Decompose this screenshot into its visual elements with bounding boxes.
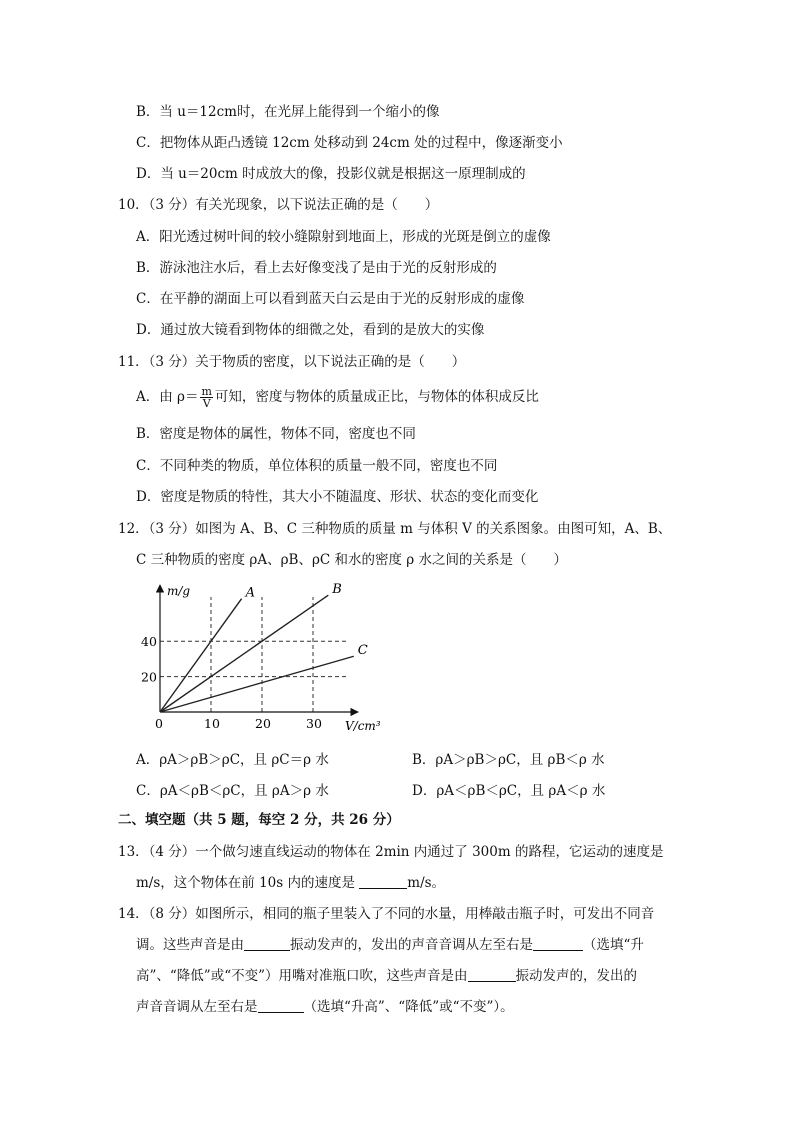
q14-blank-3[interactable] xyxy=(468,967,516,982)
q11-option-c: C．不同种类的物质，单位体积的质量一般不同，密度也不同 xyxy=(136,458,498,474)
series-lines xyxy=(160,582,368,712)
series-label-a: A xyxy=(245,585,255,601)
fraction-numerator: m xyxy=(201,385,212,398)
x-axis-label: V/cm³ xyxy=(345,719,381,733)
q14-l4-a: 声音音调从左至右是 xyxy=(136,999,258,1015)
q13-l2-a: m/s，这个物体在前 10s 内的速度是 xyxy=(136,875,355,891)
q12-option-a: A．ρA＞ρB＞ρC，且 ρC＝ρ 水 xyxy=(136,752,329,768)
q10-stem: 10．（3 分）有关光现象，以下说法正确的是（ ） xyxy=(118,197,439,213)
q11-option-d: D．密度是物质的特性，其大小不随温度、形状、状态的变化而变化 xyxy=(136,489,539,505)
q10-option-d: D．通过放大镜看到物体的细微之处，看到的是放大的实像 xyxy=(136,322,485,338)
mass-volume-chart xyxy=(140,580,400,740)
q14-l3-b: 振动发声的，发出的 xyxy=(515,968,638,984)
q12-option-d: D．ρA＜ρB＜ρC，且 ρA＜ρ 水 xyxy=(412,783,606,799)
q9-option-c: C．把物体从距凸透镜 12cm 处移动到 24cm 处的过程中，像逐渐变小 xyxy=(136,135,563,151)
q14-line2 xyxy=(136,935,644,955)
q11-a-prefix: A．由 ρ＝ xyxy=(136,389,199,405)
tick-labels xyxy=(141,634,322,731)
q14-l2-b: 振动发声的，发出的声音音调从左至右是 xyxy=(290,937,533,953)
q11-option-a xyxy=(136,385,539,409)
q14-l3-a: 高”、“降低”或“不变”）用嘴对准瓶口吹，这些声音是由 xyxy=(136,968,468,984)
series-line-b xyxy=(160,595,328,712)
x-tick-0: 0 xyxy=(155,716,163,731)
q11-a-suffix: 可知，密度与物体的质量成正比，与物体的体积成反比 xyxy=(214,389,539,405)
q10-option-b: B．游泳池注水后，看上去好像变浅了是由于光的反射形成的 xyxy=(136,260,497,276)
x-tick-20: 20 xyxy=(255,716,271,731)
y-tick-20: 20 xyxy=(141,669,157,685)
q13-line1: 13．（4 分）一个做匀速直线运动的物体在 2min 内通过了 300m 的路程，它运动的速度是 xyxy=(118,844,664,860)
density-fraction xyxy=(200,386,212,409)
dashed-guides xyxy=(160,597,346,712)
q12-stem-line2: C 三种物质的密度 ρA、ρB、ρC 和水的密度 ρ 水之间的关系是（ ） xyxy=(136,552,568,568)
q14-blank-4[interactable] xyxy=(258,998,304,1013)
q10-option-c: C．在平静的湖面上可以看到蓝天白云是由于光的反射形成的虚像 xyxy=(136,291,525,307)
q13-answer-blank[interactable] xyxy=(359,874,407,889)
q14-blank-2[interactable] xyxy=(533,936,583,951)
q12-option-c: C．ρA＜ρB＜ρC，且 ρA＞ρ 水 xyxy=(136,783,329,799)
axes xyxy=(160,585,358,712)
series-label-b: B xyxy=(332,582,342,598)
q14-line4 xyxy=(136,997,514,1017)
q14-l2-c: （选填“升 xyxy=(583,937,644,953)
q14-line1: 14．（8 分）如图所示，相同的瓶子里装入了不同的水量，用棒敲击瓶子时，可发出不同音 xyxy=(118,906,655,922)
q13-line2 xyxy=(136,873,445,893)
x-tick-10: 10 xyxy=(204,716,220,731)
y-axis-label: m/g xyxy=(167,584,191,598)
q12-option-b: B．ρA＞ρB＞ρC，且 ρB＜ρ 水 xyxy=(412,752,605,768)
q11-stem: 11．（3 分）关于物质的密度，以下说法正确的是（ ） xyxy=(118,354,466,370)
q10-option-a: A．阳光透过树叶间的较小缝隙射到地面上，形成的光斑是倒立的虚像 xyxy=(136,229,551,245)
x-tick-30: 30 xyxy=(306,716,322,731)
q9-option-b: B．当 u＝12cm时，在光屏上能得到一个缩小的像 xyxy=(136,104,440,120)
q14-l2-a: 调。这些声音是由 xyxy=(136,937,244,953)
q11-option-b: B．密度是物体的属性，物体不同，密度也不同 xyxy=(136,426,416,442)
section-title-fill-in: 二、填空题（共 5 题，每空 2 分，共 26 分） xyxy=(118,812,400,828)
fraction-denominator: V xyxy=(202,397,211,410)
q14-l4-b: （选填“升高”、“降低”或“不变”）。 xyxy=(303,999,514,1015)
q12-stem-line1: 12．（3 分）如图为 A、B、C 三种物质的质量 m 与体积 V 的关系图象。由图可知，A、B、 xyxy=(118,521,672,537)
y-tick-40: 40 xyxy=(141,634,157,650)
series-line-a xyxy=(160,599,242,712)
q14-line3 xyxy=(136,966,637,986)
q14-blank-1[interactable] xyxy=(244,936,290,951)
q13-l2-b: m/s。 xyxy=(407,875,446,891)
series-label-c: C xyxy=(357,643,368,659)
q9-option-d: D．当 u＝20cm 时成放大的像，投影仪就是根据这一原理制成的 xyxy=(136,166,526,182)
series-line-c xyxy=(160,656,354,712)
